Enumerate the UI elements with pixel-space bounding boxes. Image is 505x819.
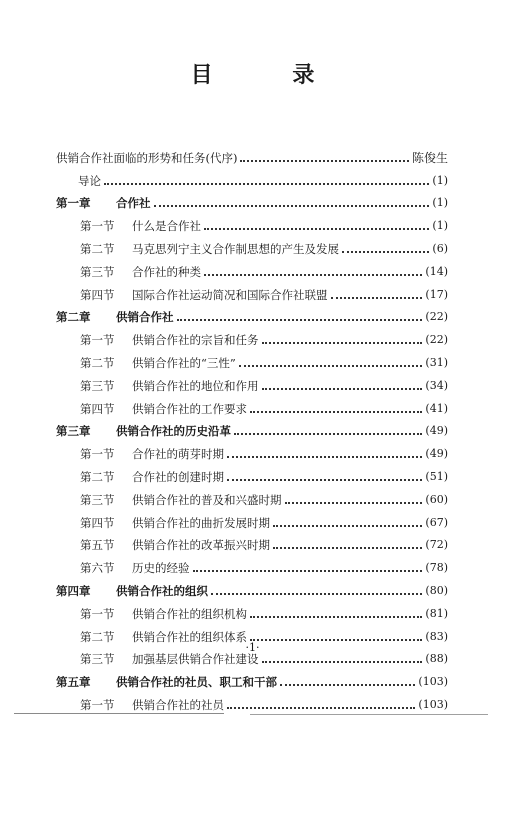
toc-preface[interactable] bbox=[56, 142, 448, 165]
dot-leader bbox=[227, 456, 422, 458]
toc-chapter-title: 供销合作社的历史沿革 bbox=[116, 424, 231, 439]
dot-leader bbox=[240, 160, 409, 162]
toc-section[interactable] bbox=[56, 347, 448, 370]
toc-section-title: 供销合作社的组织体系 bbox=[132, 629, 247, 644]
toc-section-title: 加强基层供销合作社建设 bbox=[132, 652, 259, 667]
toc-section[interactable] bbox=[56, 233, 448, 256]
toc-section-page: (6) bbox=[432, 241, 448, 255]
toc-section-label: 第四节 bbox=[80, 515, 115, 530]
toc-chapter-label: 第三章 bbox=[56, 424, 91, 439]
dot-leader bbox=[239, 365, 423, 367]
toc-section-label: 第三节 bbox=[80, 264, 115, 279]
toc-chapter-title: 供销合作社的组织 bbox=[116, 583, 208, 598]
toc-section-title: 供销合作社的普及和兴盛时期 bbox=[132, 492, 282, 507]
toc-section[interactable] bbox=[56, 210, 448, 233]
dot-leader bbox=[104, 183, 429, 185]
intro-page: (1) bbox=[432, 173, 448, 187]
preface-author: 陈俊生 bbox=[411, 150, 448, 165]
toc-chapter-title: 合作社 bbox=[116, 196, 151, 211]
toc-section-page: (1) bbox=[432, 219, 448, 233]
toc-section-label: 第六节 bbox=[80, 561, 115, 576]
toc-section-title: 合作社的创建时期 bbox=[132, 469, 224, 484]
toc-intro[interactable] bbox=[56, 165, 448, 188]
toc-title: 目 录 bbox=[190, 63, 351, 88]
toc-section-page: (78) bbox=[425, 561, 448, 575]
toc-chapter-label: 第二章 bbox=[56, 310, 91, 325]
toc-section-label: 第一节 bbox=[80, 606, 115, 621]
dot-leader bbox=[204, 228, 429, 230]
toc-section[interactable] bbox=[56, 598, 448, 621]
toc-section[interactable] bbox=[56, 507, 448, 530]
toc-section[interactable] bbox=[56, 256, 448, 279]
dot-leader bbox=[285, 502, 423, 504]
toc-section[interactable] bbox=[56, 484, 448, 507]
scan-edge-line bbox=[14, 713, 224, 714]
toc-section-title: 国际合作社运动简况和国际合作社联盟 bbox=[132, 287, 328, 302]
toc-chapter-label: 第一章 bbox=[56, 196, 91, 211]
toc-section-label: 第二节 bbox=[80, 355, 115, 370]
toc-section-title: 历史的经验 bbox=[132, 561, 190, 576]
toc-section-label: 第一节 bbox=[80, 333, 115, 348]
toc-section-title: 供销合作社的组织机构 bbox=[132, 606, 247, 621]
toc-section-label: 第三节 bbox=[80, 652, 115, 667]
toc-section-page: (72) bbox=[425, 538, 448, 552]
toc-chapter-page: (80) bbox=[425, 583, 448, 597]
dot-leader bbox=[227, 479, 422, 481]
toc-section-title: 供销合作社的工作要求 bbox=[132, 401, 247, 416]
toc-chapter[interactable] bbox=[56, 575, 448, 598]
toc-section-label: 第三节 bbox=[80, 492, 115, 507]
toc-section-label: 第一节 bbox=[80, 447, 115, 462]
toc-chapter-label: 第四章 bbox=[56, 583, 91, 598]
toc-section-page: (31) bbox=[425, 355, 448, 369]
toc-chapter[interactable] bbox=[56, 416, 448, 439]
dot-leader bbox=[204, 274, 422, 276]
toc-section-label: 第四节 bbox=[80, 287, 115, 302]
dot-leader bbox=[250, 411, 422, 413]
toc-section-label: 第二节 bbox=[80, 629, 115, 644]
toc-chapter[interactable] bbox=[56, 188, 448, 211]
toc-section-page: (14) bbox=[425, 264, 448, 278]
toc-section-label: 第二节 bbox=[80, 241, 115, 256]
toc-chapter-title: 供销合作社的社员、职工和干部 bbox=[116, 675, 277, 690]
toc-section-page: (49) bbox=[425, 447, 448, 461]
dot-leader bbox=[262, 388, 423, 390]
dot-leader bbox=[227, 707, 415, 709]
dot-leader bbox=[331, 297, 423, 299]
toc-section-page: (41) bbox=[425, 401, 448, 415]
dot-leader bbox=[250, 616, 422, 618]
page-number: ·1· bbox=[245, 641, 260, 654]
dot-leader bbox=[280, 684, 415, 686]
toc-chapter-label: 第五章 bbox=[56, 675, 91, 690]
dot-leader bbox=[211, 593, 422, 595]
toc-section-label: 第一节 bbox=[80, 219, 115, 234]
toc-section-label: 第二节 bbox=[80, 469, 115, 484]
toc-section-page: (51) bbox=[425, 469, 448, 483]
toc-section[interactable] bbox=[56, 689, 448, 712]
toc-chapter-page: (49) bbox=[425, 424, 448, 438]
toc-chapters bbox=[56, 188, 448, 712]
toc-section-title: 供销合作社的宗旨和任务 bbox=[132, 333, 259, 348]
toc-chapter[interactable] bbox=[56, 666, 448, 689]
toc-section-title: 供销合作社的社员 bbox=[132, 697, 224, 712]
preface-text: 供销合作社面临的形势和任务(代序) bbox=[56, 150, 238, 165]
toc-section-label: 第一节 bbox=[80, 697, 115, 712]
toc-chapter[interactable] bbox=[56, 302, 448, 325]
toc-section-title: 什么是合作社 bbox=[132, 219, 201, 234]
toc-section-title: 供销合作社的改革振兴时期 bbox=[132, 538, 270, 553]
toc-section-title: 供销合作社的“三性” bbox=[132, 355, 236, 370]
dot-leader bbox=[154, 205, 430, 207]
toc-section-label: 第五节 bbox=[80, 538, 115, 553]
toc-section-page: (81) bbox=[425, 606, 448, 620]
toc-chapter-page: (22) bbox=[425, 310, 448, 324]
dot-leader bbox=[273, 525, 422, 527]
toc-section[interactable] bbox=[56, 552, 448, 575]
toc-section-page: (83) bbox=[425, 629, 448, 643]
toc-section[interactable] bbox=[56, 530, 448, 553]
toc-section[interactable] bbox=[56, 393, 448, 416]
toc-section-title: 马克思列宁主义合作制思想的产生及发展 bbox=[132, 241, 339, 256]
toc-chapter-page: (1) bbox=[432, 196, 448, 210]
toc-section-page: (34) bbox=[425, 378, 448, 392]
toc-section-label: 第三节 bbox=[80, 378, 115, 393]
toc-chapter-title: 供销合作社 bbox=[116, 310, 174, 325]
toc-section-title: 合作社的萌芽时期 bbox=[132, 447, 224, 462]
dot-leader bbox=[234, 433, 422, 435]
dot-leader bbox=[273, 547, 422, 549]
toc-section-page: (17) bbox=[425, 287, 448, 301]
toc-section-title: 供销合作社的曲折发展时期 bbox=[132, 515, 270, 530]
toc-section-page: (67) bbox=[425, 515, 448, 529]
toc-list bbox=[56, 142, 448, 712]
toc-section[interactable] bbox=[56, 370, 448, 393]
toc-section[interactable] bbox=[56, 461, 448, 484]
dot-leader bbox=[342, 251, 429, 253]
toc-chapter-page: (103) bbox=[418, 675, 448, 689]
toc-section-page: (22) bbox=[425, 333, 448, 347]
dot-leader bbox=[193, 570, 423, 572]
toc-section-page: (103) bbox=[418, 697, 448, 711]
toc-section[interactable] bbox=[56, 438, 448, 461]
scan-edge-line bbox=[250, 714, 488, 715]
toc-section-page: (60) bbox=[425, 492, 448, 506]
toc-section[interactable] bbox=[56, 324, 448, 347]
toc-section-title: 合作社的种类 bbox=[132, 264, 201, 279]
toc-section[interactable] bbox=[56, 279, 448, 302]
dot-leader bbox=[262, 342, 423, 344]
dot-leader bbox=[177, 319, 423, 321]
toc-section-label: 第四节 bbox=[80, 401, 115, 416]
toc-section-title: 供销合作社的地位和作用 bbox=[132, 378, 259, 393]
dot-leader bbox=[262, 661, 423, 663]
intro-text: 导论 bbox=[78, 173, 101, 188]
toc-section-page: (88) bbox=[425, 652, 448, 666]
